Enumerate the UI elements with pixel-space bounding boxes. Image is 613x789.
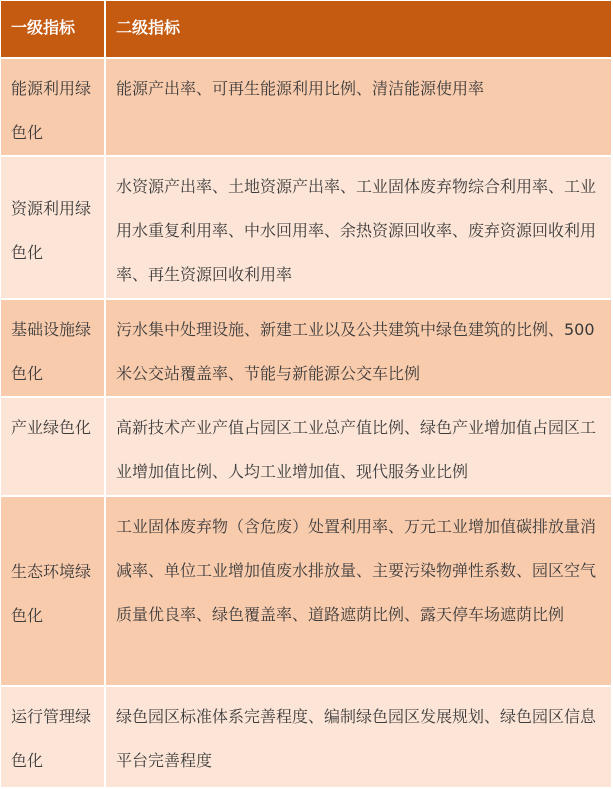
primary-indicator-cell: 基础设施绿色化: [1, 300, 104, 396]
header-secondary-indicator: 二级指标: [106, 1, 611, 57]
table-row: [1, 687, 611, 787]
primary-indicator-cell: 能源利用绿色化: [1, 59, 104, 155]
table-row: [1, 300, 611, 396]
primary-indicator-cell: 资源利用绿色化: [1, 157, 104, 298]
table-row: [1, 398, 611, 495]
table-row: [1, 157, 611, 298]
secondary-indicator-cell: 水资源产出率、土地资源产出率、工业固体废弃物综合利用率、工业用水重复利用率、中水回用率、余热资源回收率、废弃资源回收利用率、再生资源回收利用率: [106, 157, 611, 298]
indicator-table: [1, 1, 611, 787]
primary-indicator-cell: 运行管理绿色化: [1, 687, 104, 787]
table-row: [1, 497, 611, 685]
secondary-indicator-cell: 能源产出率、可再生能源利用比例、清洁能源使用率: [106, 59, 611, 155]
primary-indicator-cell: 生态环境绿色化: [1, 497, 104, 685]
secondary-indicator-cell: 污水集中处理设施、新建工业以及公共建筑中绿色建筑的比例、500 米公交站覆盖率、节能与新能源公交车比例: [106, 300, 611, 396]
table-header-row: [1, 1, 611, 57]
secondary-indicator-cell: 高新技术产业产值占园区工业总产值比例、绿色产业增加值占园区工业增加值比例、人均工业增加值、现代服务业比例: [106, 398, 611, 495]
secondary-indicator-cell: 工业固体废弃物（含危废）处置利用率、万元工业增加值碳排放量消减率、单位工业增加值废水排放量、主要污染物弹性系数、园区空气质量优良率、绿色覆盖率、道路遮荫比例、露天停车场遮荫比例: [106, 497, 611, 685]
table-row: [1, 59, 611, 155]
primary-indicator-cell: 产业绿色化: [1, 398, 104, 495]
header-primary-indicator: 一级指标: [1, 1, 104, 57]
secondary-indicator-cell: 绿色园区标准体系完善程度、编制绿色园区发展规划、绿色园区信息平台完善程度: [106, 687, 611, 787]
